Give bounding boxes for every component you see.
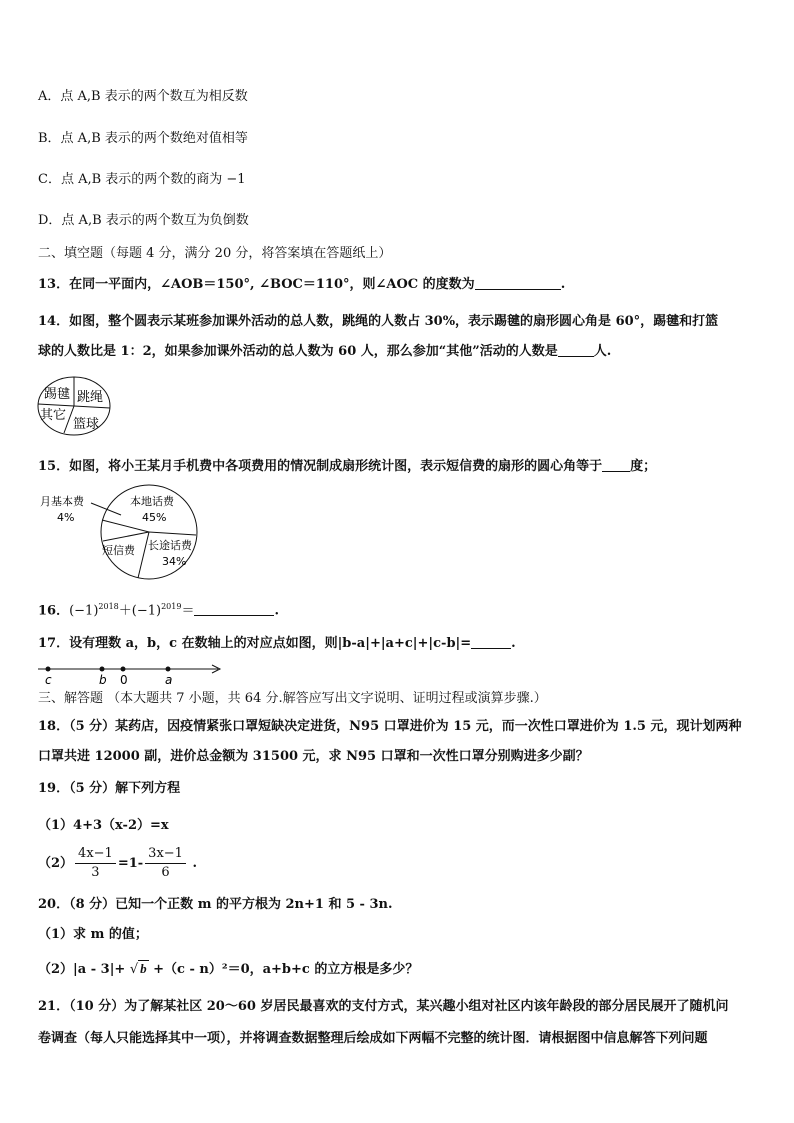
- q19-part2: [38, 845, 197, 882]
- q16-exp-1: 2018: [98, 602, 119, 611]
- point-0-dot: [121, 667, 126, 672]
- q20-part2: [38, 960, 418, 979]
- q15-label-local: 本地话费: [130, 495, 174, 508]
- option-a: A．点 A,B 表示的两个数互为相反数: [38, 89, 248, 104]
- q15-pct-long: 34%: [162, 555, 187, 568]
- section2-header: 二、填空题（每题 4 分，满分 20 分，将答案填在答题纸上）: [38, 246, 392, 261]
- q21-line2: 卷调查（每人只能选择其中一项），并将调查数据整理后绘成如下两幅不完整的统计图．请根据图中信息解答下列问题: [38, 1031, 708, 1046]
- option-c: C．点 A,B 表示的两个数的商为 −1: [38, 172, 246, 187]
- q17-wrap: [38, 635, 516, 653]
- q15-wrap: [38, 458, 656, 476]
- q20-p2-b: +（c - n）²＝0，a+b+c 的立方根是多少？: [148, 962, 419, 977]
- option-b: B．点 A,B 表示的两个数绝对值相等: [38, 131, 248, 146]
- q16-eq: ＝: [181, 603, 195, 619]
- q15-text: 15．如图，将小王某月手机费中各项费用的情况制成扇形统计图，表示短信费的扇形的圆心角等于: [38, 459, 603, 474]
- q13-answer-blank: [475, 276, 561, 290]
- question-16: [38, 596, 279, 622]
- axis-label-0: 0: [120, 673, 128, 687]
- q15-answer-blank: [602, 458, 630, 472]
- q15-pie-leader-line: [91, 503, 121, 515]
- axis-label-b: b: [99, 673, 107, 687]
- q14-pie-chart: [36, 374, 116, 438]
- q14-line1: 14．如图，整个圆表示某班参加课外活动的总人数，跳绳的人数占 30%，表示踢毽的扇形圆心角是 60°，踢毽和打篮: [38, 314, 719, 329]
- q16-base-1: (−1): [69, 603, 99, 619]
- point-c-dot: [46, 667, 51, 672]
- axis-label-a: a: [165, 673, 173, 687]
- q21-line1: 21．（10 分）为了解某社区 20～60 岁居民最喜欢的支付方式，某兴趣小组对社区内该年龄段的部分居民展开了随机问: [38, 999, 729, 1014]
- q14-answer-blank: [558, 343, 594, 357]
- q20-title: 20．（8 分）已知一个正数 m 的平方根为 2n+1 和 5 - 3n.: [38, 897, 393, 912]
- q19-frac1-numerator: 4x−1: [75, 845, 116, 864]
- q14-pie-label-qita: 其它: [40, 408, 67, 423]
- q18-line1: 18．（5 分）某药店，因疫情紧张口罩短缺决定进货，N95 口罩进价为 15 元，而一次性口罩进价为 1.5 元，现计划两种: [38, 719, 742, 734]
- q14-line2-wrap: [38, 343, 611, 361]
- q17-answer-blank: [471, 635, 511, 649]
- q16-exp-2: 2019: [161, 602, 182, 611]
- q16-answer-blank: [194, 602, 274, 616]
- q19-frac2-numerator: 3x−1: [145, 845, 186, 864]
- q15-pct-local: 45%: [142, 511, 167, 524]
- q19-fraction-2: [145, 845, 186, 882]
- q18-line2: 口罩共进 12000 副，进价总金额为 31500 元，求 N95 口罩和一次性口罩分别购进多少副？: [38, 749, 589, 764]
- q16-end: .: [274, 603, 279, 619]
- q15-label-monthly: 月基本费: [40, 495, 84, 508]
- section3-header: 三、解答题 （本大题共 7 小题，共 64 分.解答应写出文字说明、证明过程或演算步骤.）: [38, 691, 547, 706]
- q15-pie-divider: [149, 532, 196, 535]
- axis-label-c: c: [45, 673, 52, 687]
- q19-p2-label: （2）: [38, 856, 74, 871]
- q14-pie-divider: [74, 406, 110, 408]
- q15-label-sms: 短信费: [102, 544, 135, 557]
- option-d: D．点 A,B 表示的两个数互为负倒数: [38, 213, 249, 228]
- sqrt-icon: √: [129, 962, 139, 977]
- q17-number-line: [36, 662, 226, 688]
- q17-end: .: [511, 636, 516, 651]
- q15-label-long: 长途话费: [148, 539, 192, 552]
- question-13: [38, 276, 565, 294]
- q19-fraction-1: [75, 845, 116, 882]
- q20-part1: （1）求 m 的值；: [38, 927, 148, 942]
- q19-p2-mid: =1-: [117, 856, 144, 871]
- q13-end: .: [560, 277, 566, 292]
- q17-text: 17．设有理数 a，b，c 在数轴上的对应点如图，则|b-a|+|a+c|+|c-b|=: [38, 636, 472, 651]
- q16-num: 16．: [38, 603, 70, 619]
- q20-sqrt-radicand: b: [140, 961, 147, 976]
- point-a-dot: [166, 667, 171, 672]
- q15-pie-chart: [36, 483, 204, 583]
- q13-text: 13．在同一平面内，∠AOB＝150°, ∠BOC＝110°，则∠AOC 的度数为: [38, 277, 475, 292]
- q16-base-2: (−1): [131, 603, 162, 619]
- q19-frac1-denominator: 3: [91, 865, 100, 880]
- q15-pct-monthly: 4%: [57, 511, 75, 524]
- q19-part1: （1）4+3（x-2）=x: [38, 818, 169, 833]
- q19-title: 19．（5 分）解下列方程: [38, 781, 181, 796]
- q14-line2: 球的人数比是 1：2，如果参加课外活动的总人数为 60 人，那么参加“其他”活动的人数是: [38, 344, 558, 359]
- q15-end: 度；: [630, 459, 657, 474]
- q14-pie-label-lanqiu: 篮球: [73, 417, 100, 432]
- point-b-dot: [100, 667, 105, 672]
- q14-pie-label-tijian: 踢毽: [44, 387, 71, 402]
- q19-frac2-denominator: 6: [161, 865, 170, 880]
- q20-p2-a: （2）|a - 3|+: [38, 962, 130, 977]
- q14-pie-label-tiaosheng: 跳绳: [77, 390, 104, 405]
- q14-pie-divider: [38, 404, 74, 406]
- q16-plus: ＋: [118, 603, 132, 619]
- q14-line2-end: 人.: [593, 344, 612, 359]
- q19-p2-end: .: [192, 856, 198, 871]
- q15-pie-divider: [103, 532, 149, 541]
